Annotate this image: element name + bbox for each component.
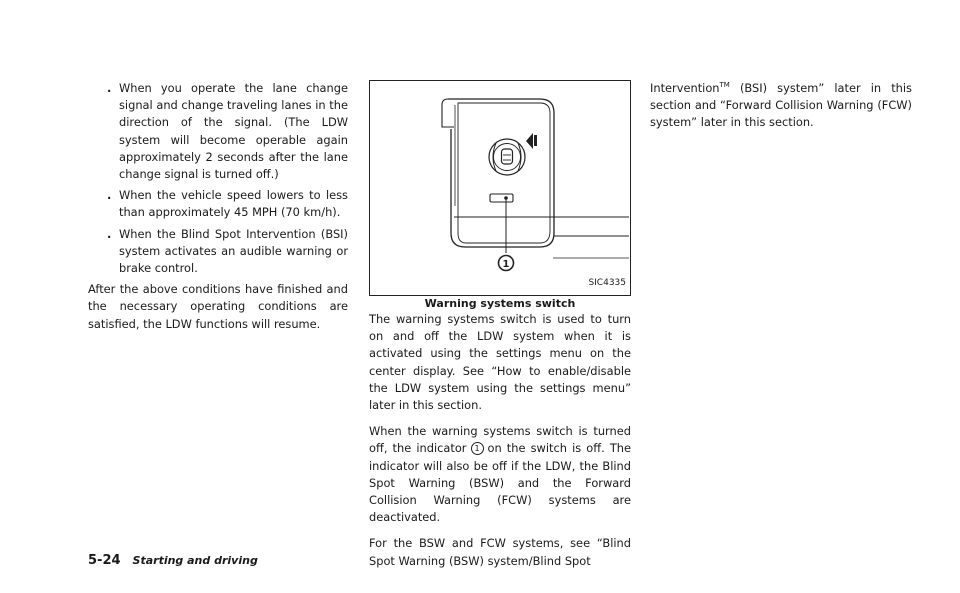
figure-id: SIC4335 bbox=[588, 277, 626, 288]
callout-number: 1 bbox=[502, 259, 510, 270]
bullet-dot: . bbox=[107, 188, 112, 203]
bsw-fcw-paragraph: For the BSW and FCW systems, see “Blind Spot Warning (BSW) system/Blind Spot bbox=[369, 536, 631, 568]
switch-paragraph: The warning systems switch is used to turn on and off the LDW system when it is activated using the settings menu on the center display. See “How to enable/disable the LDW system using the settings menu” later in this section. bbox=[369, 312, 631, 413]
middle-column bbox=[369, 80, 631, 579]
callout-reference: 1 bbox=[471, 442, 484, 455]
right-column bbox=[650, 80, 912, 141]
bullet-dot: . bbox=[107, 81, 112, 95]
page-number: 5-24 bbox=[88, 553, 121, 568]
indicator-text-end: on the switch is off. The indicator will also be off if the LDW, the Blind Spot Warning (BSW) and the Forward Collision Warning (FCW) systems are deactivated. bbox=[369, 441, 632, 525]
page-footer bbox=[88, 553, 258, 568]
bullet-text: When the vehicle speed lowers to less than approximately 45 MPH (70 km/h). bbox=[119, 188, 348, 220]
figure-caption: Warning systems switch bbox=[424, 297, 576, 310]
continued-text-start: Intervention bbox=[650, 81, 720, 95]
list-item bbox=[88, 187, 348, 221]
trademark-mark: TM bbox=[719, 81, 730, 89]
list-item bbox=[88, 226, 348, 278]
left-column bbox=[88, 80, 348, 342]
continued-paragraph bbox=[650, 80, 912, 132]
bullet-text: When the Blind Spot Intervention (BSI) system activates an audible warning or brake control. bbox=[119, 226, 348, 276]
resume-paragraph: After the above conditions have finished and the necessary operating conditions are satisfied, the LDW functions will resume. bbox=[88, 282, 348, 331]
indicator-paragraph bbox=[369, 423, 631, 526]
indicator-text-start: When the warning systems switch is turned off, the indicator bbox=[369, 424, 631, 456]
continued-text-end: (BSI) system” later in this section and “Forward Collision Warning (FCW) system” later in this section. bbox=[650, 81, 912, 130]
bullet-dot: . bbox=[107, 226, 112, 241]
list-item bbox=[88, 80, 348, 183]
bullet-text: When you operate the lane change signal and change traveling lanes in the direction of the signal. (The LDW system will become operable again approximately 2 seconds after the lane change signal is turned off.) bbox=[119, 81, 348, 182]
section-title: Starting and driving bbox=[132, 554, 258, 567]
switch-figure bbox=[369, 80, 631, 296]
warning-switch-illustration bbox=[370, 81, 629, 294]
